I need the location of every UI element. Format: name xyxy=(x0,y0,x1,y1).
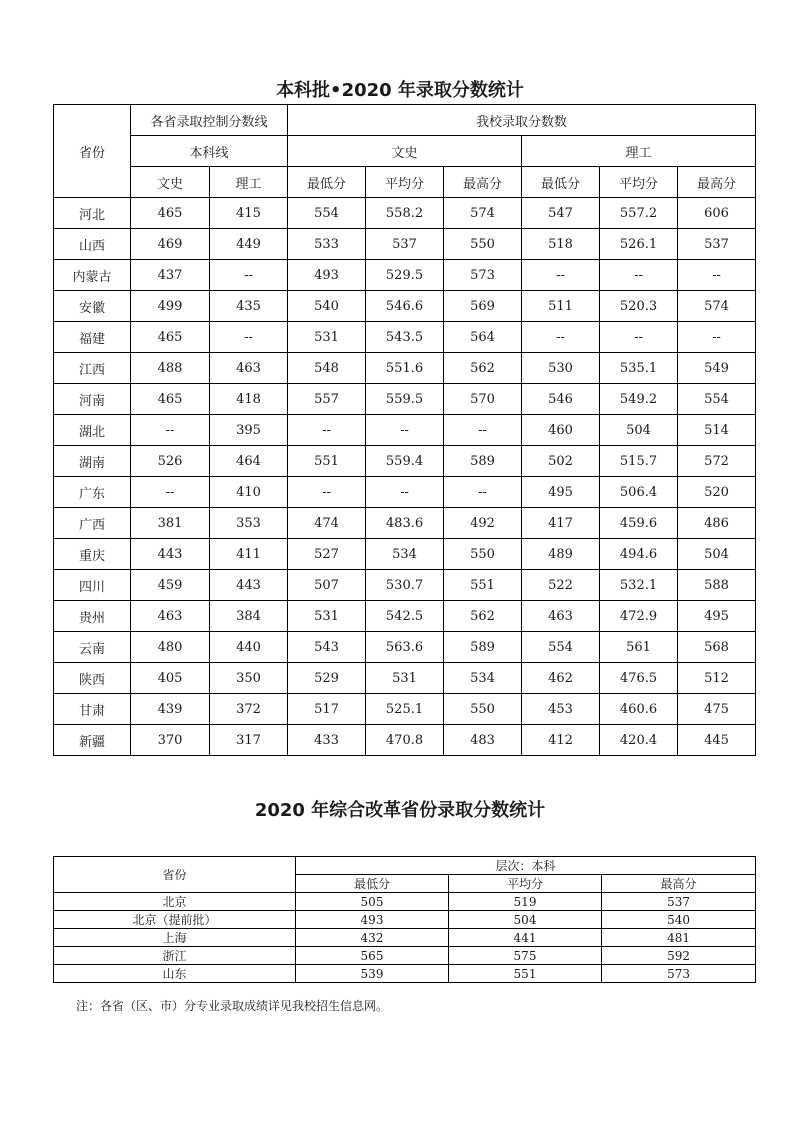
score-cell: 480 xyxy=(131,632,210,663)
score-cell: 511 xyxy=(522,291,600,322)
score-cell: 418 xyxy=(210,384,288,415)
score-cell: -- xyxy=(366,415,444,446)
score-cell: 520 xyxy=(678,477,756,508)
score-cell: 543 xyxy=(288,632,366,663)
score-cell: -- xyxy=(522,260,600,291)
score-cell: -- xyxy=(678,322,756,353)
score-cell: -- xyxy=(600,260,678,291)
score-cell: 537 xyxy=(366,229,444,260)
table-row xyxy=(54,291,756,322)
score-cell: 445 xyxy=(678,725,756,756)
table-row xyxy=(54,539,756,570)
score-cell: 486 xyxy=(678,508,756,539)
table-row xyxy=(54,694,756,725)
score-cell: 489 xyxy=(522,539,600,570)
score-cell: 551 xyxy=(288,446,366,477)
t2-header-level: 层次：本科 xyxy=(296,857,756,875)
score-cell: 410 xyxy=(210,477,288,508)
province-cell: 江西 xyxy=(54,353,131,384)
header-wenshi-min: 最低分 xyxy=(288,167,366,198)
province-cell: 山西 xyxy=(54,229,131,260)
score-cell: 543.5 xyxy=(366,322,444,353)
score-cell: 507 xyxy=(288,570,366,601)
province-cell: 广东 xyxy=(54,477,131,508)
score-cell: 443 xyxy=(210,570,288,601)
table-row xyxy=(54,477,756,508)
province-cell: 湖南 xyxy=(54,446,131,477)
score-cell: 504 xyxy=(678,539,756,570)
score-cell: -- xyxy=(210,260,288,291)
score-cell: 506.4 xyxy=(600,477,678,508)
table-row xyxy=(54,570,756,601)
score-cell: -- xyxy=(444,477,522,508)
score-cell: 463 xyxy=(522,601,600,632)
score-cell: 495 xyxy=(678,601,756,632)
score-cell: 558.2 xyxy=(366,198,444,229)
province-cell: 云南 xyxy=(54,632,131,663)
score-cell: 493 xyxy=(296,911,449,929)
score-cell: 561 xyxy=(600,632,678,663)
table-row xyxy=(54,353,756,384)
score-cell: 522 xyxy=(522,570,600,601)
header-province: 省份 xyxy=(54,105,131,198)
table-row xyxy=(54,415,756,446)
score-cell: 464 xyxy=(210,446,288,477)
score-cell: 470.8 xyxy=(366,725,444,756)
score-cell: 381 xyxy=(131,508,210,539)
score-cell: 551.6 xyxy=(366,353,444,384)
score-cell: 537 xyxy=(602,893,756,911)
score-cell: -- xyxy=(366,477,444,508)
score-cell: 465 xyxy=(131,384,210,415)
score-cell: 527 xyxy=(288,539,366,570)
table-row xyxy=(54,508,756,539)
province-cell: 内蒙古 xyxy=(54,260,131,291)
table-row xyxy=(54,663,756,694)
score-cell: 546.6 xyxy=(366,291,444,322)
t2-header-avg: 平均分 xyxy=(449,875,602,893)
score-cell: 494.6 xyxy=(600,539,678,570)
score-cell: 550 xyxy=(444,694,522,725)
table-row xyxy=(54,601,756,632)
score-cell: 459 xyxy=(131,570,210,601)
score-cell: 504 xyxy=(600,415,678,446)
score-cell: 549 xyxy=(678,353,756,384)
score-cell: 417 xyxy=(522,508,600,539)
score-cell: 549.2 xyxy=(600,384,678,415)
score-cell: 483.6 xyxy=(366,508,444,539)
undergrad-score-rows xyxy=(54,198,756,756)
score-cell: 372 xyxy=(210,694,288,725)
header-ligong-min: 最低分 xyxy=(522,167,600,198)
score-cell: -- xyxy=(444,415,522,446)
province-cell: 北京（提前批） xyxy=(54,911,296,929)
score-cell: 395 xyxy=(210,415,288,446)
score-cell: -- xyxy=(131,477,210,508)
header-control-lines: 各省录取控制分数线 xyxy=(131,105,288,136)
score-cell: 463 xyxy=(210,353,288,384)
score-cell: 554 xyxy=(678,384,756,415)
reform-score-rows xyxy=(54,893,756,983)
score-cell: 517 xyxy=(288,694,366,725)
score-cell: 472.9 xyxy=(600,601,678,632)
table-row xyxy=(54,965,756,983)
table-row xyxy=(54,322,756,353)
header-school-wenshi: 文史 xyxy=(288,136,522,167)
score-cell: 550 xyxy=(444,539,522,570)
score-cell: 570 xyxy=(444,384,522,415)
t2-header-province: 省份 xyxy=(54,857,296,893)
header-benkexian: 本科线 xyxy=(131,136,288,167)
score-cell: 574 xyxy=(678,291,756,322)
score-cell: 530 xyxy=(522,353,600,384)
score-cell: 460 xyxy=(522,415,600,446)
province-cell: 新疆 xyxy=(54,725,131,756)
table-row xyxy=(54,929,756,947)
score-cell: 465 xyxy=(131,198,210,229)
score-cell: 540 xyxy=(288,291,366,322)
province-cell: 河南 xyxy=(54,384,131,415)
score-cell: 415 xyxy=(210,198,288,229)
score-cell: 492 xyxy=(444,508,522,539)
score-cell: 557.2 xyxy=(600,198,678,229)
score-cell: 606 xyxy=(678,198,756,229)
province-cell: 广西 xyxy=(54,508,131,539)
score-cell: 420.4 xyxy=(600,725,678,756)
score-cell: 542.5 xyxy=(366,601,444,632)
score-cell: 499 xyxy=(131,291,210,322)
score-cell: 495 xyxy=(522,477,600,508)
province-cell: 福建 xyxy=(54,322,131,353)
t2-header-max: 最高分 xyxy=(602,875,756,893)
score-cell: 532.1 xyxy=(600,570,678,601)
score-cell: 525.1 xyxy=(366,694,444,725)
table1-title: 本科批•2020 年录取分数统计 xyxy=(276,80,524,101)
table-row xyxy=(54,947,756,965)
score-cell: 526 xyxy=(131,446,210,477)
table-row xyxy=(54,198,756,229)
score-cell: 531 xyxy=(288,322,366,353)
header-ligong-avg: 平均分 xyxy=(600,167,678,198)
score-cell: 459.6 xyxy=(600,508,678,539)
score-cell: 518 xyxy=(522,229,600,260)
score-cell: 515.7 xyxy=(600,446,678,477)
score-cell: 435 xyxy=(210,291,288,322)
header-line-ligong: 理工 xyxy=(210,167,288,198)
table-row xyxy=(54,911,756,929)
score-cell: -- xyxy=(288,415,366,446)
score-cell: 505 xyxy=(296,893,449,911)
table-row xyxy=(54,384,756,415)
province-cell: 上海 xyxy=(54,929,296,947)
score-cell: 443 xyxy=(131,539,210,570)
province-cell: 湖北 xyxy=(54,415,131,446)
score-cell: 519 xyxy=(449,893,602,911)
score-cell: 514 xyxy=(678,415,756,446)
score-cell: 548 xyxy=(288,353,366,384)
score-cell: 529.5 xyxy=(366,260,444,291)
province-cell: 甘肃 xyxy=(54,694,131,725)
score-cell: 559.5 xyxy=(366,384,444,415)
score-cell: 572 xyxy=(678,446,756,477)
score-cell: 540 xyxy=(602,911,756,929)
header-wenshi-avg: 平均分 xyxy=(366,167,444,198)
score-cell: 589 xyxy=(444,632,522,663)
score-cell: 554 xyxy=(288,198,366,229)
score-cell: 437 xyxy=(131,260,210,291)
header-ligong-max: 最高分 xyxy=(678,167,756,198)
score-cell: 465 xyxy=(131,322,210,353)
score-cell: 439 xyxy=(131,694,210,725)
province-cell: 山东 xyxy=(54,965,296,983)
score-cell: -- xyxy=(678,260,756,291)
score-cell: 562 xyxy=(444,601,522,632)
score-cell: 574 xyxy=(444,198,522,229)
score-cell: 550 xyxy=(444,229,522,260)
score-cell: 573 xyxy=(444,260,522,291)
score-cell: 453 xyxy=(522,694,600,725)
score-cell: 317 xyxy=(210,725,288,756)
score-cell: 569 xyxy=(444,291,522,322)
score-cell: 534 xyxy=(366,539,444,570)
table-row xyxy=(54,725,756,756)
score-cell: -- xyxy=(600,322,678,353)
province-cell: 安徽 xyxy=(54,291,131,322)
score-cell: 546 xyxy=(522,384,600,415)
score-cell: 562 xyxy=(444,353,522,384)
score-cell: 568 xyxy=(678,632,756,663)
score-cell: 551 xyxy=(444,570,522,601)
score-cell: 575 xyxy=(449,947,602,965)
header-school-scores: 我校录取分数数 xyxy=(288,105,756,136)
score-cell: 589 xyxy=(444,446,522,477)
score-cell: 592 xyxy=(602,947,756,965)
score-cell: 564 xyxy=(444,322,522,353)
score-cell: 547 xyxy=(522,198,600,229)
footnote: 注：各省（区、市）分专业录取成绩详见我校招生信息网。 xyxy=(76,999,389,1013)
score-cell: 460.6 xyxy=(600,694,678,725)
t2-header-min: 最低分 xyxy=(296,875,449,893)
score-cell: 529 xyxy=(288,663,366,694)
table-row xyxy=(54,446,756,477)
score-cell: 433 xyxy=(288,725,366,756)
table-row xyxy=(54,229,756,260)
header-line-wenshi: 文史 xyxy=(131,167,210,198)
table-row xyxy=(54,260,756,291)
score-cell: 469 xyxy=(131,229,210,260)
score-cell: 412 xyxy=(522,725,600,756)
score-cell: 534 xyxy=(444,663,522,694)
score-cell: 520.3 xyxy=(600,291,678,322)
table2-title: 2020 年综合改革省份录取分数统计 xyxy=(254,800,546,821)
score-cell: 551 xyxy=(449,965,602,983)
score-cell: 411 xyxy=(210,539,288,570)
score-cell: 488 xyxy=(131,353,210,384)
province-cell: 重庆 xyxy=(54,539,131,570)
score-cell: 504 xyxy=(449,911,602,929)
score-cell: 535.1 xyxy=(600,353,678,384)
score-cell: -- xyxy=(288,477,366,508)
score-cell: 384 xyxy=(210,601,288,632)
province-cell: 北京 xyxy=(54,893,296,911)
score-cell: 512 xyxy=(678,663,756,694)
score-cell: 476.5 xyxy=(600,663,678,694)
reform-province-table xyxy=(53,856,756,983)
score-cell: 533 xyxy=(288,229,366,260)
province-cell: 河北 xyxy=(54,198,131,229)
table-row xyxy=(54,632,756,663)
undergrad-score-table xyxy=(53,104,756,756)
score-cell: 559.4 xyxy=(366,446,444,477)
header-school-ligong: 理工 xyxy=(522,136,756,167)
score-cell: 462 xyxy=(522,663,600,694)
table-row xyxy=(54,893,756,911)
score-cell: 539 xyxy=(296,965,449,983)
province-cell: 浙江 xyxy=(54,947,296,965)
score-cell: 475 xyxy=(678,694,756,725)
score-cell: -- xyxy=(522,322,600,353)
province-cell: 贵州 xyxy=(54,601,131,632)
header-wenshi-max: 最高分 xyxy=(444,167,522,198)
score-cell: 353 xyxy=(210,508,288,539)
score-cell: 573 xyxy=(602,965,756,983)
score-cell: 563.6 xyxy=(366,632,444,663)
score-cell: 370 xyxy=(131,725,210,756)
score-cell: 531 xyxy=(366,663,444,694)
province-cell: 四川 xyxy=(54,570,131,601)
score-cell: 405 xyxy=(131,663,210,694)
score-cell: 474 xyxy=(288,508,366,539)
score-cell: 350 xyxy=(210,663,288,694)
score-cell: 531 xyxy=(288,601,366,632)
score-cell: 441 xyxy=(449,929,602,947)
score-cell: 493 xyxy=(288,260,366,291)
score-cell: 557 xyxy=(288,384,366,415)
score-cell: -- xyxy=(131,415,210,446)
score-cell: 530.7 xyxy=(366,570,444,601)
score-cell: 526.1 xyxy=(600,229,678,260)
score-cell: 502 xyxy=(522,446,600,477)
score-cell: 537 xyxy=(678,229,756,260)
score-cell: 432 xyxy=(296,929,449,947)
score-cell: 565 xyxy=(296,947,449,965)
score-cell: 483 xyxy=(444,725,522,756)
score-cell: 554 xyxy=(522,632,600,663)
score-cell: 463 xyxy=(131,601,210,632)
score-cell: -- xyxy=(210,322,288,353)
score-cell: 588 xyxy=(678,570,756,601)
score-cell: 481 xyxy=(602,929,756,947)
score-cell: 440 xyxy=(210,632,288,663)
score-cell: 449 xyxy=(210,229,288,260)
province-cell: 陕西 xyxy=(54,663,131,694)
